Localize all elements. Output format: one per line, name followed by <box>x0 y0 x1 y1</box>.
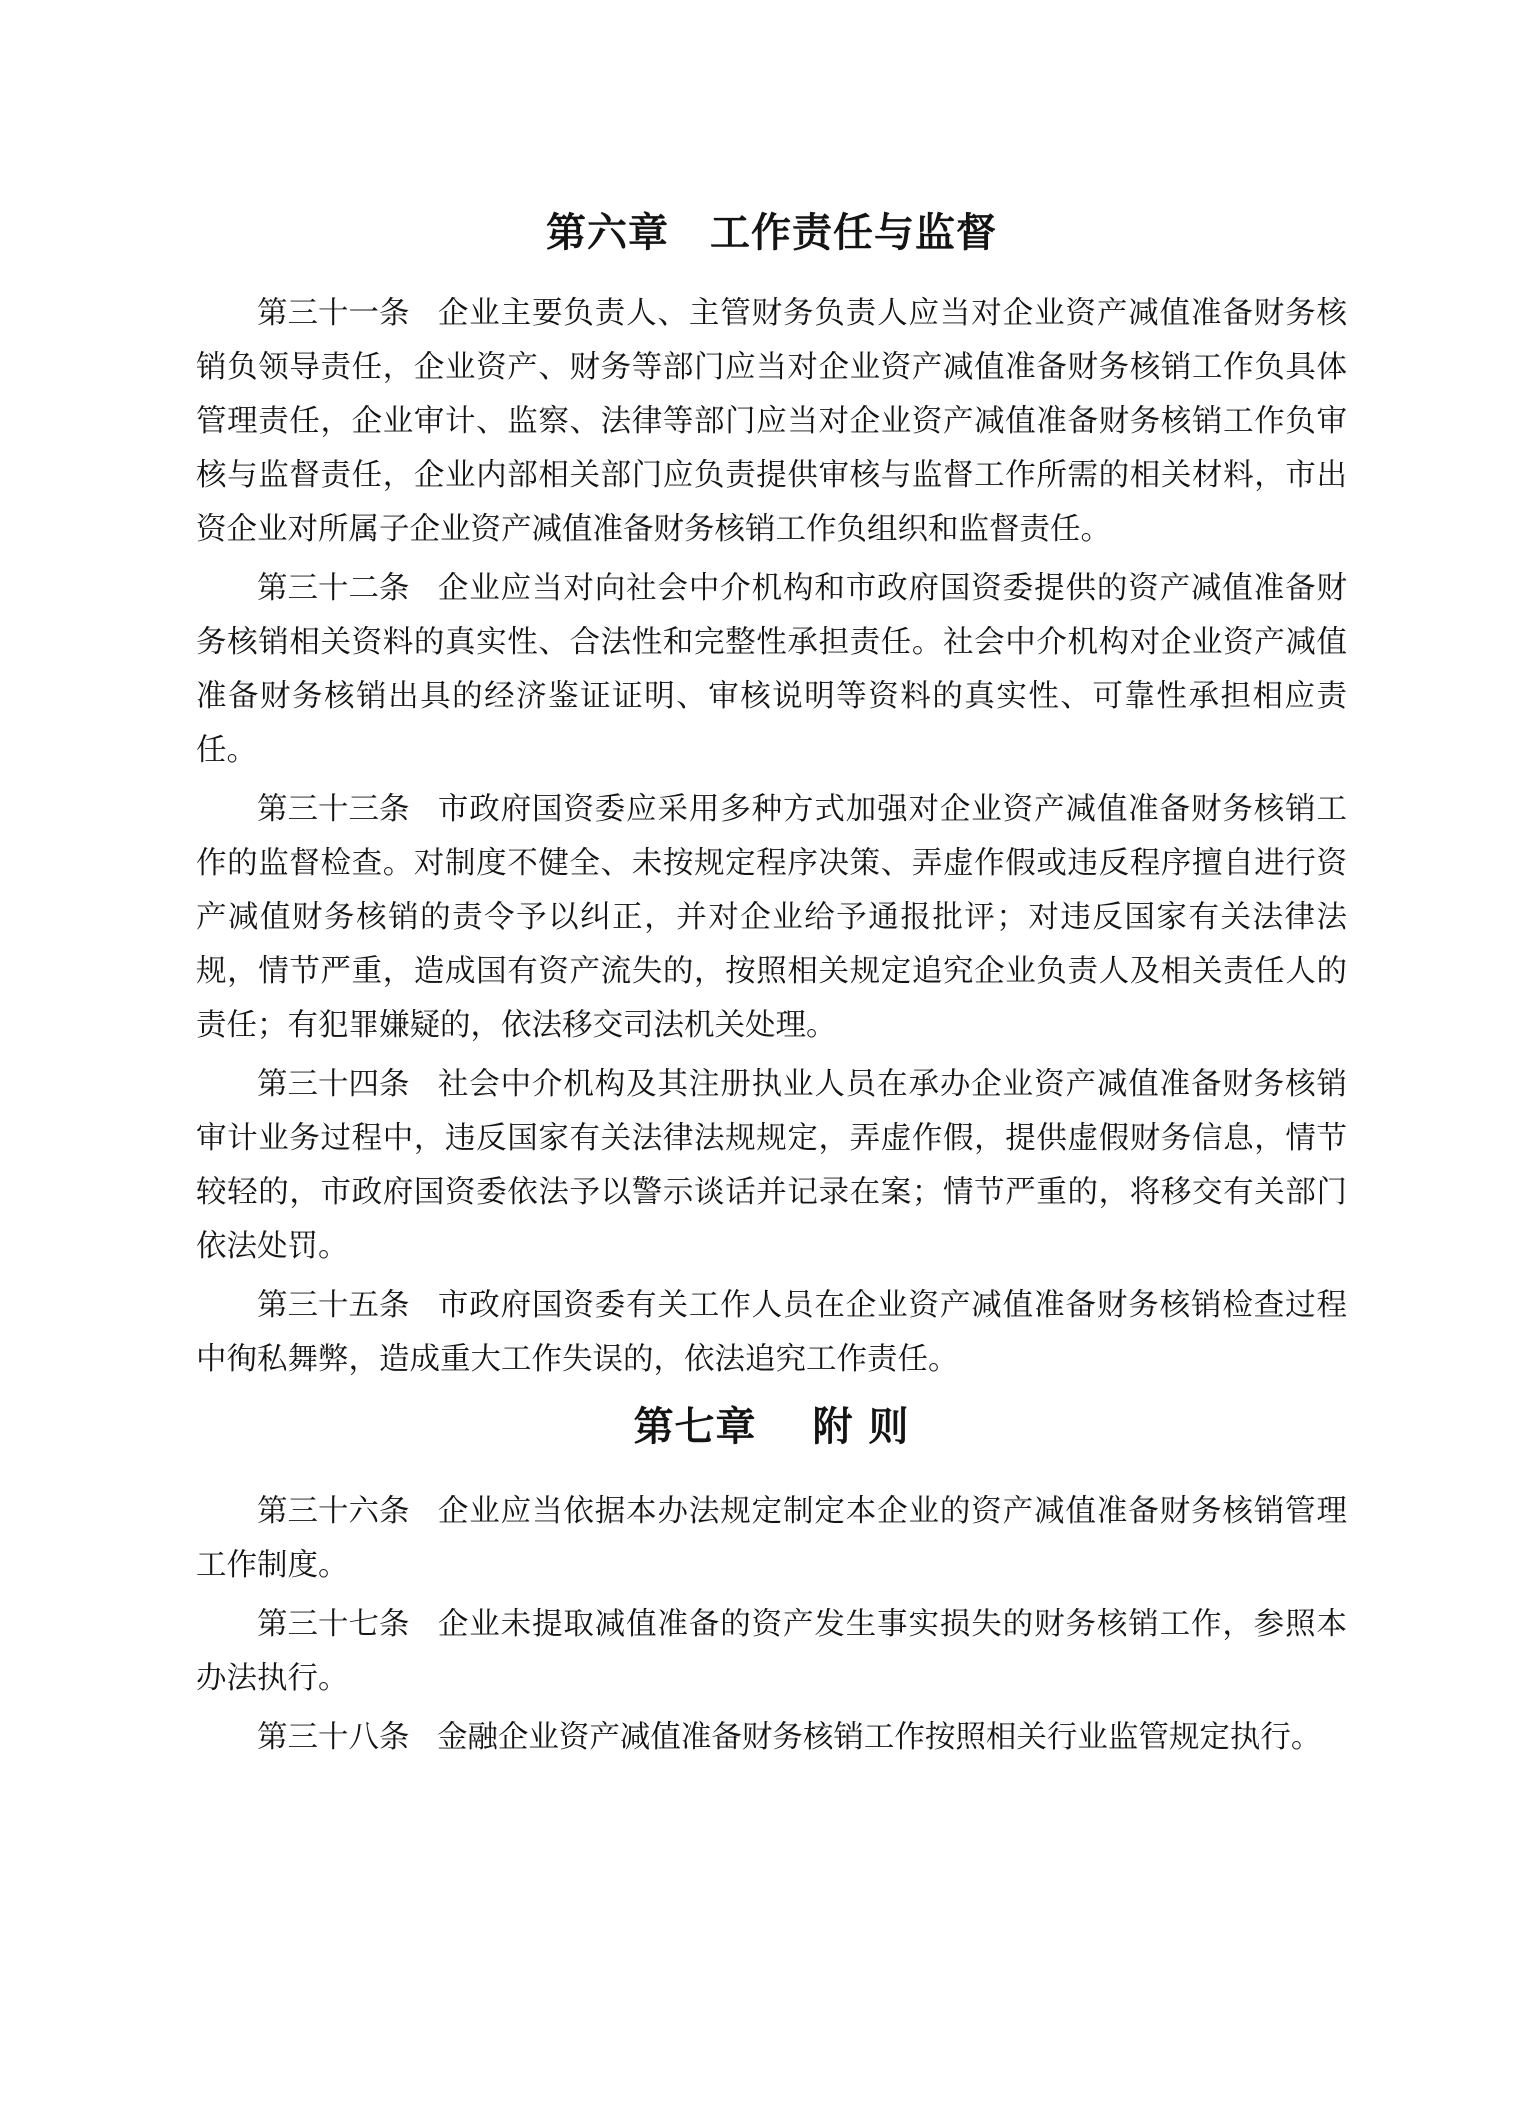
article-number: 第三十三条 <box>257 792 410 827</box>
article-36 <box>196 1485 1347 1593</box>
article-33 <box>196 783 1347 1053</box>
article-38 <box>196 1711 1347 1765</box>
article-32 <box>196 562 1347 778</box>
article-number: 第三十四条 <box>257 1067 410 1102</box>
article-34 <box>196 1058 1347 1274</box>
article-text: 企业主要负责人、主管财务负责人应当对企业资产减值准备财务核销负领导责任，企业资产、财务等部门应当对企业资产减值准备财务核销工作负具体管理责任，企业审计、监察、法律等部门应当对企业资产减值准备财务核销工作负审核与监督责任，企业内部相关部门应负责提供审核与监督工作所需的相关材料，市出资企业对所属子企业资产减值准备财务核销工作负组织和监督责任。 <box>196 296 1347 547</box>
article-number: 第三十八条 <box>257 1720 410 1755</box>
article-35 <box>196 1279 1347 1387</box>
article-text: 金融企业资产减值准备财务核销工作按照相关行业监管规定执行。 <box>436 1720 1322 1755</box>
article-37 <box>196 1598 1347 1706</box>
article-text: 社会中介机构及其注册执业人员在承办企业资产减值准备财务核销审计业务过程中，违反国家有关法律法规规定，弄虚作假，提供虚假财务信息，情节较轻的，市政府国资委依法予以警示谈话并记录在案；情节严重的，将移交有关部门依法处罚。 <box>196 1067 1347 1264</box>
article-text: 企业应当依据本办法规定制定本企业的资产减值准备财务核销管理工作制度。 <box>196 1494 1347 1583</box>
article-number: 第三十一条 <box>257 296 410 331</box>
chapter-six-title: 第六章 工作责任与监督 <box>546 210 997 256</box>
article-number: 第三十六条 <box>257 1494 410 1529</box>
article-number: 第三十五条 <box>257 1288 410 1323</box>
article-text: 企业应当对向社会中介机构和市政府国资委提供的资产减值准备财务核销相关资料的真实性、合法性和完整性承担责任。社会中介机构对企业资产减值准备财务核销出具的经济鉴证证明、审核说明等资料的真实性、可靠性承担相应责任。 <box>196 571 1347 768</box>
article-31 <box>196 287 1347 557</box>
article-text: 市政府国资委有关工作人员在企业资产减值准备财务核销检查过程中徇私舞弊，造成重大工作失误的，依法追究工作责任。 <box>196 1288 1347 1377</box>
article-number: 第三十七条 <box>257 1607 410 1642</box>
chapter-seven-title: 第七章 附 则 <box>633 1404 910 1450</box>
article-text: 企业未提取减值准备的资产发生事实损失的财务核销工作，参照本办法执行。 <box>196 1607 1347 1696</box>
article-number: 第三十二条 <box>257 571 410 606</box>
article-text: 市政府国资委应采用多种方式加强对企业资产减值准备财务核销工作的监督检查。对制度不健全、未按规定程序决策、弄虚作假或违反程序擅自进行资产减值财务核销的责令予以纠正，并对企业给予通报批评；对违反国家有关法律法规，情节严重，造成国有资产流失的，按照相关规定追究企业负责人及相关责任人的责任；有犯罪嫌疑的，依法移交司法机关处理。 <box>196 792 1347 1043</box>
